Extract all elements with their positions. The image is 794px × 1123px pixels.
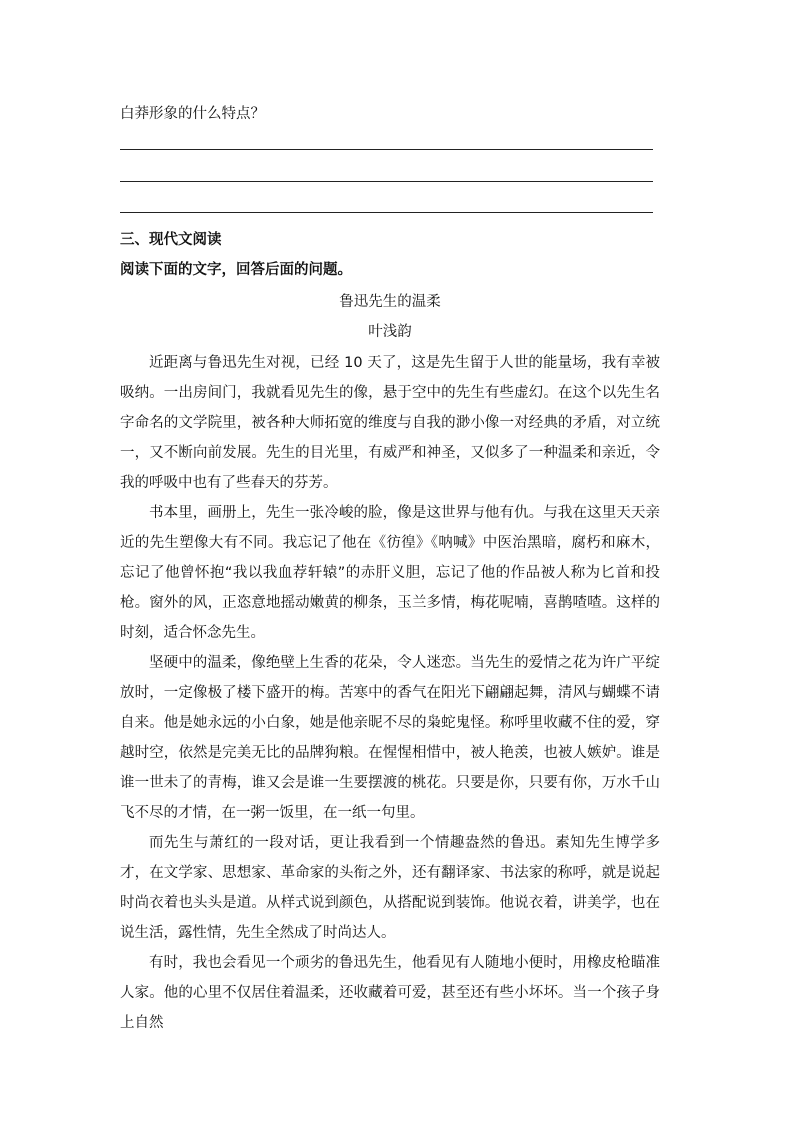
answer-blank-line[interactable] (120, 181, 653, 182)
article-title: 鲁迅先生的温柔 (339, 294, 441, 310)
reading-instruction: 阅读下面的文字，回答后面的问题。 (120, 262, 352, 278)
article-paragraph: 而先生与萧红的一段对话，更让我看到一个情趣盎然的鲁迅。素知先生博学多才，在文学家、思想家、革命家的头衔之外，还有翻译家、书法家的称呼，就是说起时尚衣着也头头是道。从样式说到颜色，从搭配说到装饰。他说衣着，讲美学，也在说生活，露性情，先生全然成了时尚达人。 (120, 835, 660, 941)
article-paragraph: 近距离与鲁迅先生对视，已经 10 天了，这是先生留于人世的能量场，我有幸被吸纳。一出房间门，我就看见先生的像，悬于空中的先生有些虚幻。在这个以先生名字命名的文学院里，被各种大师拓宽的维度与自我的渺小像一对经典的矛盾，对立统一，又不断向前发展。先生的目光里，有威严和神圣，又似多了一种温柔和亲近，令我的呼吸中也有了些春天的芬芳。 (120, 355, 660, 491)
article-author: 叶浅韵 (368, 324, 412, 340)
section-title: 三、现代文阅读 (120, 232, 222, 248)
question-prompt: 白莽形象的什么特点？ (120, 106, 265, 122)
answer-blank-line[interactable] (120, 149, 653, 150)
article-body (120, 348, 660, 1038)
article-paragraph: 有时，我也会看见一个顽劣的鲁迅先生，他看见有人随地小便时，用橡皮枪瞄准人家。他的心里不仅居住着温柔，还收藏着可爱，甚至还有些小坏坏。当一个孩子身上自然 (120, 955, 660, 1031)
article-paragraph: 坚硬中的温柔，像绝壁上生香的花朵，令人迷恋。当先生的爱情之花为许广平绽放时，一定像极了楼下盛开的梅。苦寒中的香气在阳光下翩翩起舞，清风与蝴蝶不请自来。他是她永远的小白象，她是他亲昵不尽的枭蛇鬼怪。称呼里收藏不住的爱，穿越时空，依然是完美无比的品牌狗粮。在惺惺相惜中，被人艳羡，也被人嫉妒。谁是谁一世未了的青梅，谁又会是谁一生要摆渡的桃花。只要是你，只要有你，万水千山飞不尽的才情，在一粥一饭里，在一纸一句里。 (120, 655, 660, 821)
article-paragraph: 书本里，画册上，先生一张冷峻的脸，像是这世界与他有仇。与我在这里天天亲近的先生塑像大有不同。我忘记了他在《彷徨》《呐喊》中医治黑暗，腐朽和麻木，忘记了他曾怀抱“我以我血荐轩辕”的赤肝义胆，忘记了他的作品被人称为匕首和投枪。窗外的风，正恣意地摇动嫩黄的柳条，玉兰多情，梅花呢喃，喜鹊喳喳。这样的时刻，适合怀念先生。 (120, 505, 660, 641)
answer-blank-line[interactable] (120, 212, 653, 213)
